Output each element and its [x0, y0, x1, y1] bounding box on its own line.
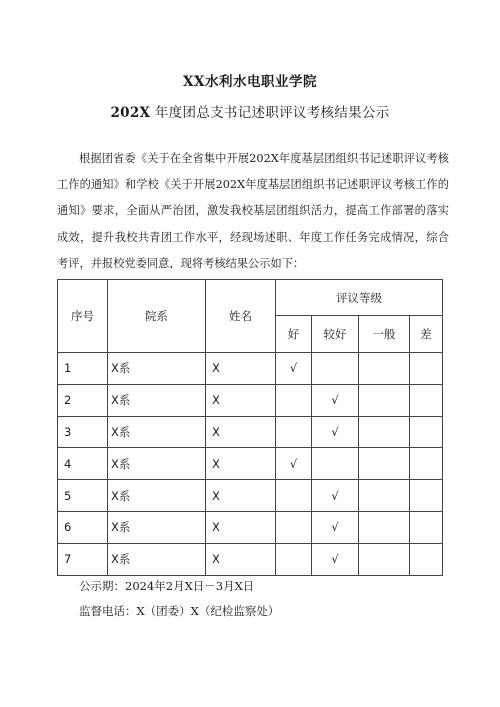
row-name: X [206, 353, 276, 385]
table-row [58, 353, 443, 385]
row-mark-fairly-good [312, 448, 359, 480]
row-department: X系 [108, 448, 206, 480]
supervision-phone: 监督电话：X（团委）X（纪检监察处） [79, 604, 280, 618]
header-rating-group: 评议等级 [276, 280, 443, 316]
school-name: XX水利水电职业学院 [183, 74, 317, 90]
row-mark-good [276, 511, 312, 543]
row-mark-fairly-good: √ [312, 384, 359, 416]
row-index: 3 [58, 416, 108, 448]
row-name: X [206, 480, 276, 512]
table-row [58, 480, 443, 512]
row-name: X [206, 511, 276, 543]
row-mark-good [276, 416, 312, 448]
table-row [58, 543, 443, 575]
row-mark-poor [410, 511, 443, 543]
row-mark-good: √ [276, 448, 312, 480]
row-name: X [206, 416, 276, 448]
results-table [57, 279, 443, 576]
row-mark-good [276, 384, 312, 416]
header-index: 序号 [58, 280, 108, 353]
row-mark-average [359, 511, 410, 543]
row-department: X系 [108, 353, 206, 385]
row-mark-poor [410, 353, 443, 385]
row-index: 1 [58, 353, 108, 385]
row-mark-average [359, 448, 410, 480]
row-mark-good: √ [276, 353, 312, 385]
row-mark-poor [410, 384, 443, 416]
table-row [58, 511, 443, 543]
header-rating-fairly-good: 较好 [312, 316, 359, 353]
publicity-period: 公示期：2024年2月X日－3月X日 [79, 579, 255, 593]
row-mark-poor [410, 416, 443, 448]
row-mark-average [359, 416, 410, 448]
row-name: X [206, 448, 276, 480]
table-row [58, 384, 443, 416]
header-rating-poor: 差 [410, 316, 443, 353]
row-department: X系 [108, 416, 206, 448]
row-name: X [206, 384, 276, 416]
row-mark-fairly-good: √ [312, 511, 359, 543]
header-rating-average: 一般 [359, 316, 410, 353]
row-index: 7 [58, 543, 108, 575]
row-mark-fairly-good: √ [312, 416, 359, 448]
notice-title-text: 年度团总支书记述职评议考核结果公示 [154, 105, 390, 121]
row-name: X [206, 543, 276, 575]
row-mark-good [276, 543, 312, 575]
row-mark-fairly-good: √ [312, 480, 359, 512]
header-rating-good: 好 [276, 316, 312, 353]
row-index: 5 [58, 480, 108, 512]
row-mark-fairly-good [312, 353, 359, 385]
row-department: X系 [108, 480, 206, 512]
row-index: 2 [58, 384, 108, 416]
row-mark-poor [410, 543, 443, 575]
row-index: 4 [58, 448, 108, 480]
table-body [58, 353, 443, 576]
header-name: 姓名 [206, 280, 276, 353]
table-row [58, 416, 443, 448]
row-mark-poor [410, 480, 443, 512]
notice-title [0, 101, 500, 121]
row-mark-poor [410, 448, 443, 480]
row-department: X系 [108, 384, 206, 416]
row-mark-fairly-good: √ [312, 543, 359, 575]
row-index: 6 [58, 511, 108, 543]
body-paragraph: 根据团省委《关于在全省集中开展202X年度基层团组织书记述职评议考核工作的通知》和学校《关于开展202X年度基层团组织书记述职评议考核工作的通知》要求，全面从严治团，激发我校基层团组织活力，提高工作部署的落实成效，提升我校共青团工作水平，经现场述职、年度工作任务完成情况，综合考评，并报校党委同意，现将考核结果公示如下： [57, 152, 449, 270]
table-row [58, 448, 443, 480]
row-department: X系 [108, 543, 206, 575]
row-mark-good [276, 480, 312, 512]
row-department: X系 [108, 511, 206, 543]
row-mark-average [359, 384, 410, 416]
notice-title-year: 202X [110, 105, 151, 121]
row-mark-average [359, 543, 410, 575]
header-department: 院系 [108, 280, 206, 353]
row-mark-average [359, 353, 410, 385]
row-mark-average [359, 480, 410, 512]
